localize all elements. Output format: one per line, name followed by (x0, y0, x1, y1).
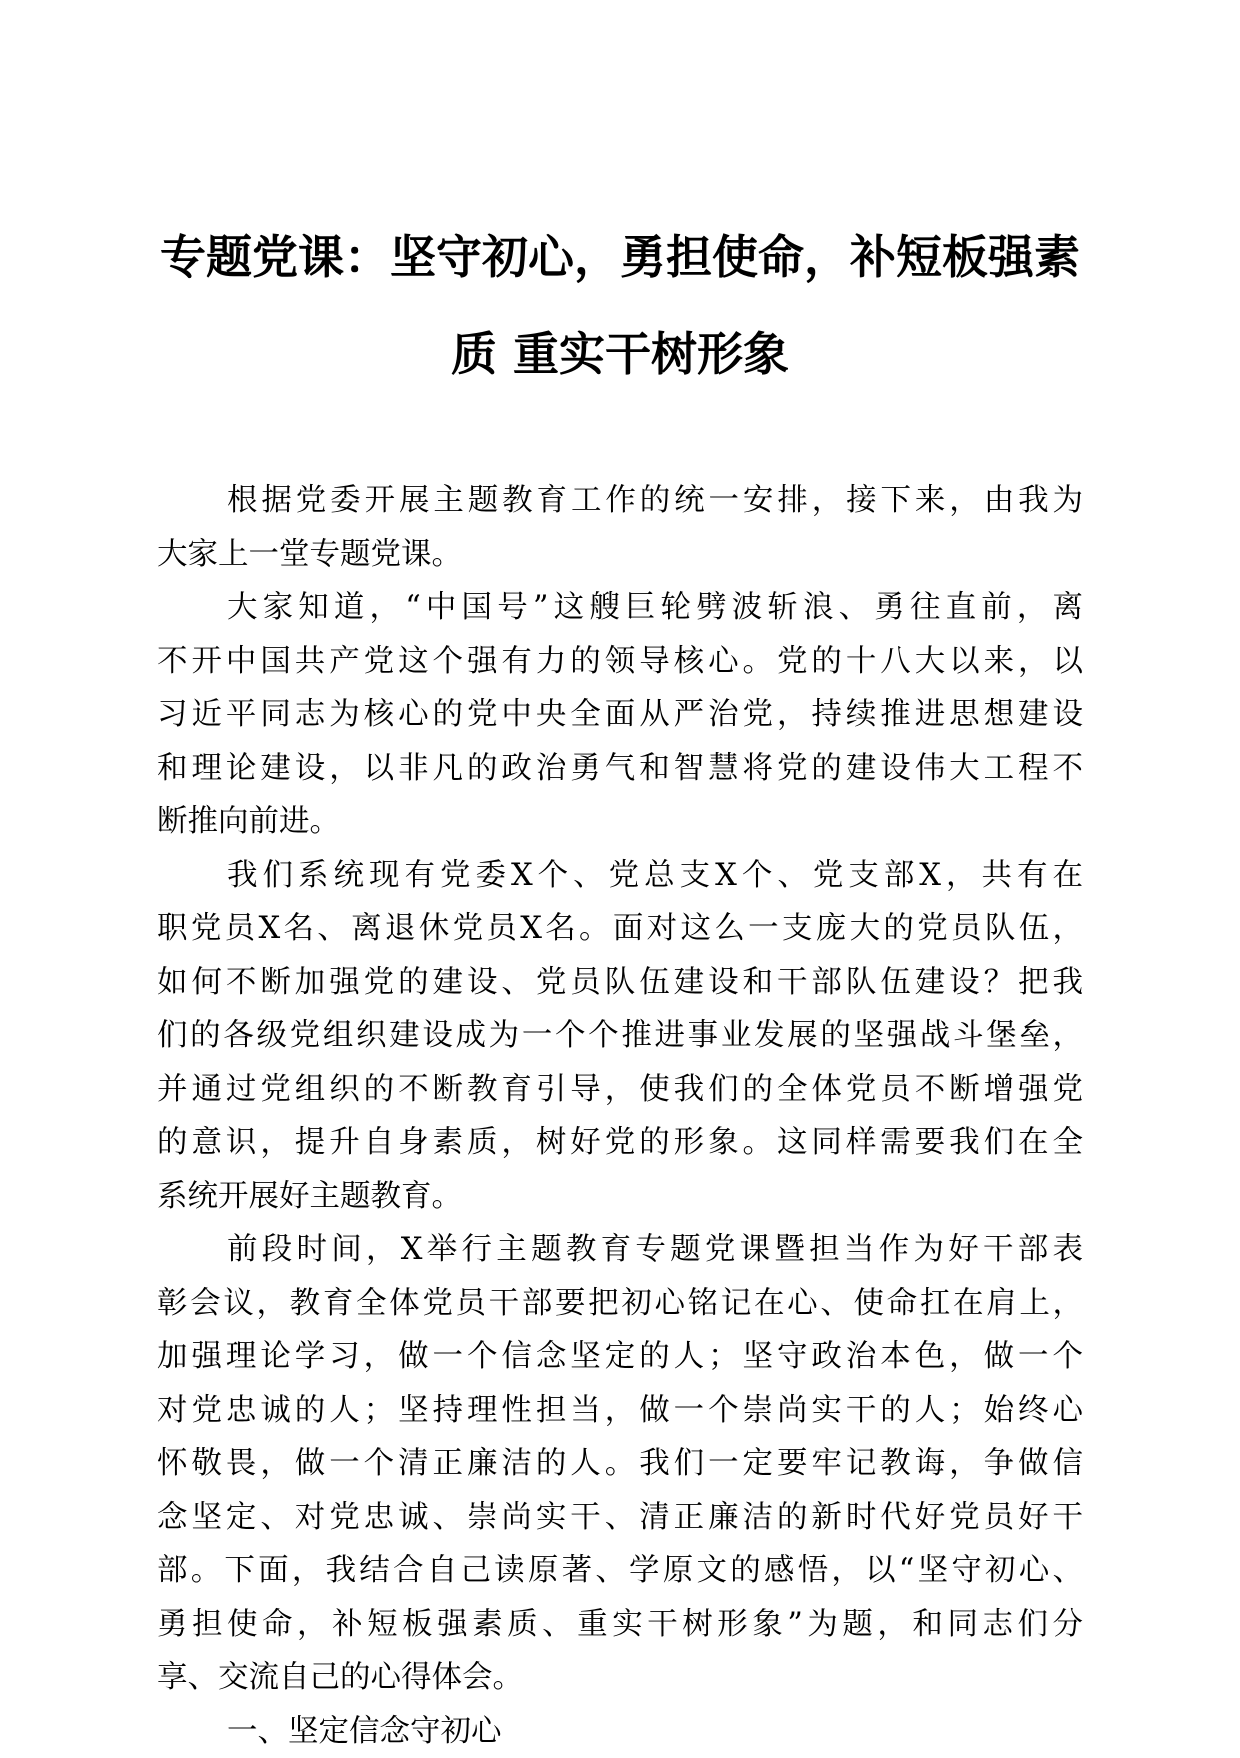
paragraph-4-line-2: 彰会议，教育全体党员干部要把初心铭记在心、使命扛在肩上， (157, 1277, 1083, 1331)
paragraph-2-line-3: 习近平同志为核心的党中央全面从严治党，持续推进思想建设 (157, 688, 1083, 742)
paragraph-2-line-5: 断推向前进。 (157, 795, 1083, 849)
document-title-line-2: 质 重实干树形象 (150, 326, 1090, 382)
paragraph-4-line-3: 加强理论学习，做一个信念坚定的人；坚守政治本色，做一个 (157, 1330, 1083, 1384)
paragraph-2-line-2: 不开中国共产党这个强有力的领导核心。党的十八大以来，以 (157, 635, 1083, 689)
document-body (157, 474, 1083, 1758)
paragraph-1-line-2: 大家上一堂专题党课。 (157, 528, 1083, 582)
paragraph-3-line-5: 并通过党组织的不断教育引导，使我们的全体党员不断增强党 (157, 1063, 1083, 1117)
paragraph-4-line-5: 怀敬畏，做一个清正廉洁的人。我们一定要牢记教诲，争做信 (157, 1437, 1083, 1491)
paragraph-3-line-3: 如何不断加强党的建设、党员队伍建设和干部队伍建设？把我 (157, 956, 1083, 1010)
paragraph-2-line-1: 大家知道，“中国号”这艘巨轮劈波斩浪、勇往直前，离 (157, 581, 1083, 635)
paragraph-3-line-6: 的意识，提升自身素质，树好党的形象。这同样需要我们在全 (157, 1116, 1083, 1170)
paragraph-4-line-6: 念坚定、对党忠诚、崇尚实干、清正廉洁的新时代好党员好干 (157, 1491, 1083, 1545)
section-heading: 一、坚定信念守初心 (157, 1705, 1083, 1758)
paragraph-3-line-1: 我们系统现有党委X个、党总支X个、党支部X，共有在 (157, 849, 1083, 903)
paragraph-3-line-2: 职党员X名、离退休党员X名。面对这么一支庞大的党员队伍， (157, 902, 1083, 956)
paragraph-1-line-1: 根据党委开展主题教育工作的统一安排，接下来，由我为 (157, 474, 1083, 528)
paragraph-4-line-7: 部。下面，我结合自己读原著、学原文的感悟，以“坚守初心、 (157, 1544, 1083, 1598)
paragraph-3-line-7: 系统开展好主题教育。 (157, 1170, 1083, 1224)
paragraph-2-line-4: 和理论建设，以非凡的政治勇气和智慧将党的建设伟大工程不 (157, 742, 1083, 796)
paragraph-4-line-8: 勇担使命，补短板强素质、重实干树形象”为题，和同志们分 (157, 1598, 1083, 1652)
paragraph-4-line-1: 前段时间，X举行主题教育专题党课暨担当作为好干部表 (157, 1223, 1083, 1277)
paragraph-4-line-4: 对党忠诚的人；坚持理性担当，做一个崇尚实干的人；始终心 (157, 1384, 1083, 1438)
document-title-line-1: 专题党课：坚守初心，勇担使命，补短板强素 (150, 229, 1090, 285)
paragraph-4-line-9: 享、交流自己的心得体会。 (157, 1651, 1083, 1705)
paragraph-3-line-4: 们的各级党组织建设成为一个个推进事业发展的坚强战斗堡垒， (157, 1009, 1083, 1063)
